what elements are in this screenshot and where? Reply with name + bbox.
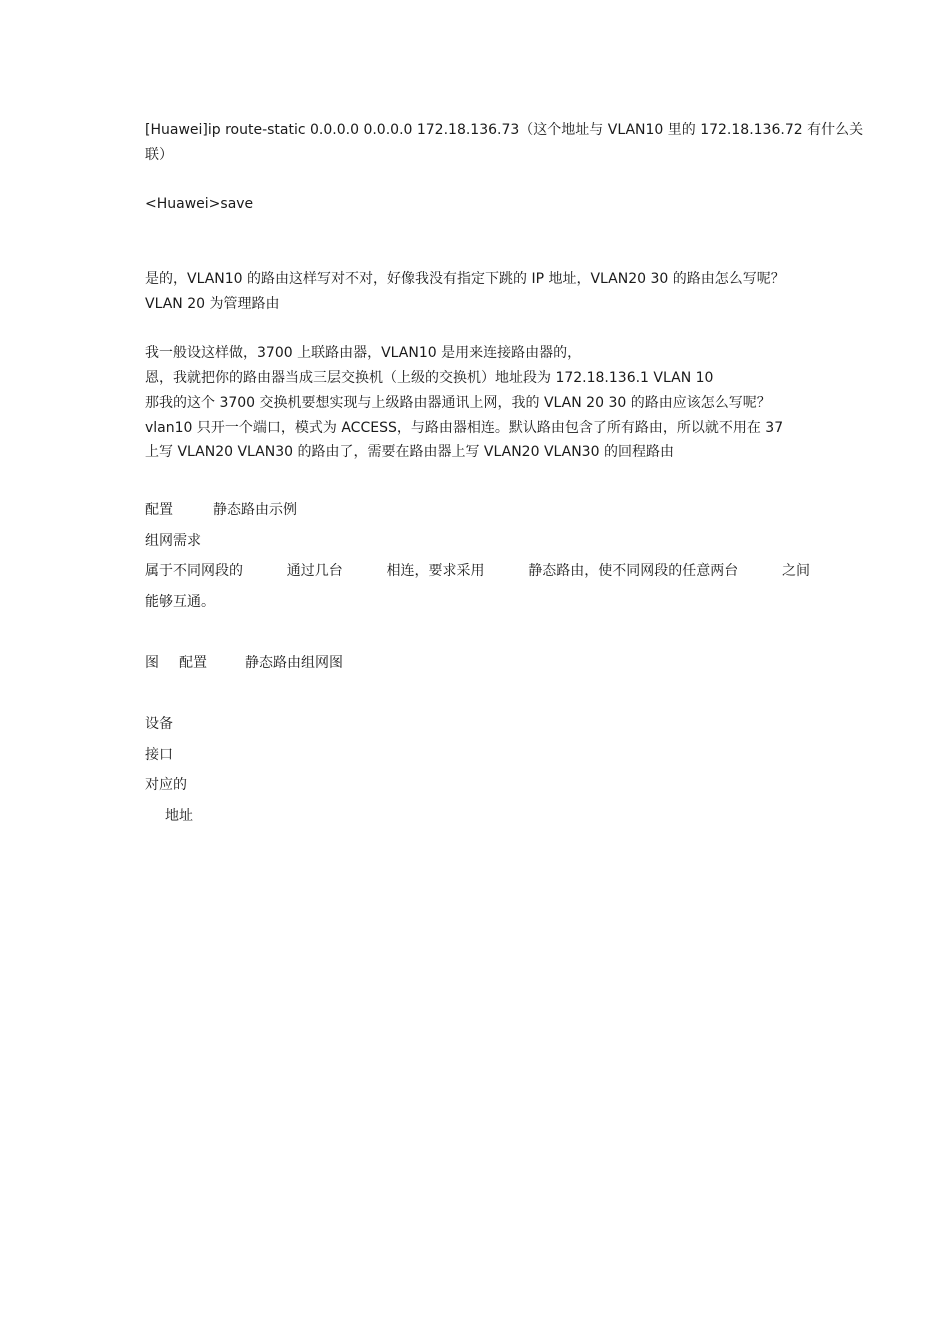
- text-line: 恩，我就把你的路由器当成三层交换机（上级的交换机）地址段为 172.18.136.1 VLAN 10: [145, 370, 714, 386]
- example-title: 配置 静态路由示例: [145, 502, 297, 518]
- text-line: vlan10 只开一个端口，模式为 ACCESS，与路由器相连。默认路由包含了所有路由，所以就不用在 37: [145, 420, 784, 436]
- text-line: 是的，VLAN10 的路由这样写对不对，好像我没有指定下跳的 IP 地址，VLAN20 30 的路由怎么写呢？: [145, 271, 785, 287]
- text-line: 联）: [145, 147, 173, 163]
- text-line: [Huawei]ip route-static 0.0.0.0 0.0.0.0 172.18.136.73（这个地址与 VLAN10 里的 172.18.136.72 有什么关: [145, 122, 864, 138]
- table-label-address: 地址: [165, 808, 193, 824]
- requirement-line: 属于不同网段的 通过几台 相连，要求采用 静态路由，使不同网段的任意两台 之间: [145, 563, 810, 579]
- text-line: 上写 VLAN20 VLAN30 的路由了，需要在路由器上写 VLAN20 VLAN30 的回程路由: [145, 444, 674, 460]
- text-line: 能够互通。: [145, 594, 215, 610]
- text-line: 我一般设这样做，3700 上联路由器，VLAN10 是用来连接路由器的，: [145, 345, 582, 361]
- section-heading: 组网需求: [145, 533, 201, 549]
- table-label-device: 设备: [145, 716, 173, 732]
- table-label-corresponding: 对应的: [145, 777, 187, 793]
- figure-caption: 图 配置 静态路由组网图: [145, 655, 343, 671]
- text-line: 那我的这个 3700 交换机要想实现与上级路由器通讯上网，我的 VLAN 20 30 的路由应该怎么写呢？: [145, 395, 771, 411]
- text-line: <Huawei>save: [145, 196, 254, 212]
- table-label-interface: 接口: [145, 747, 173, 763]
- text-line: VLAN 20 为管理路由: [145, 296, 280, 312]
